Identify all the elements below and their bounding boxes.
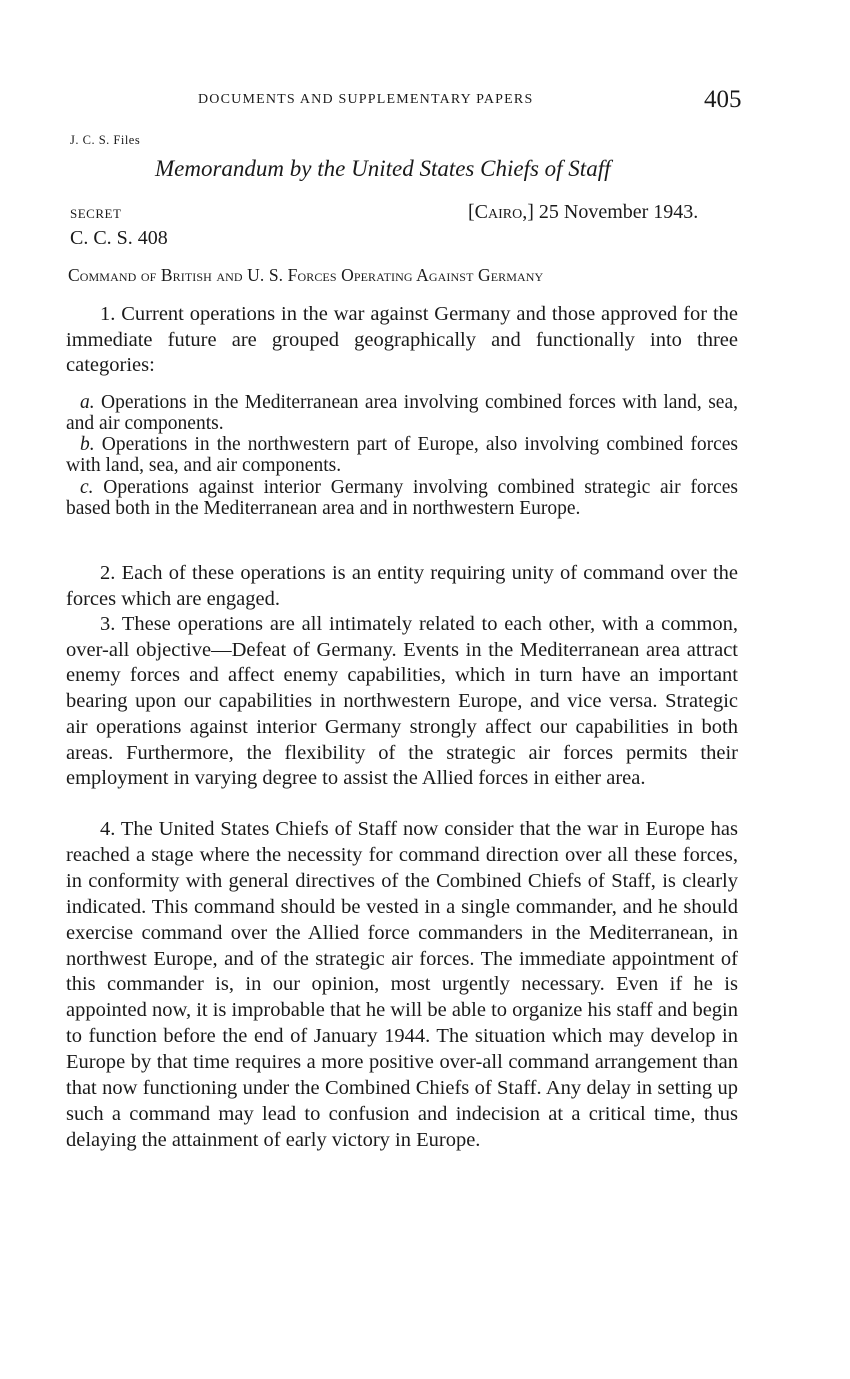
document-number: C. C. S. 408 bbox=[70, 227, 168, 249]
memo-title: Memorandum by the United States Chiefs of Staff bbox=[155, 156, 611, 181]
subject-heading: Command of British and U. S. Forces Operating Against Germany bbox=[68, 265, 544, 285]
date: 25 November 1943. bbox=[538, 201, 699, 223]
sub-item-c-text: Operations against interior Germany involving combined strategic air forces based both in the Mediterranean area and in northwestern Europe. bbox=[66, 477, 738, 519]
place-date-line bbox=[468, 201, 698, 224]
file-reference: J. C. S. Files bbox=[70, 133, 141, 147]
paragraph-3: 3. These operations are all intimately related to each other, with a common, over-all objective—Defeat of Germany. Events in the Mediterranean area attract enemy forces and affect enemy capabilities, which in turn have an important bearing upon our capabilities in northwestern Europe, and vice versa. Strategic air operations against interior Germany strongly affect our capabilities in both areas. Furthermore, the flexibility of the strategic air forces permits their employment in varying degree to assist the Allied forces in either area. bbox=[66, 613, 738, 790]
running-head: DOCUMENTS AND SUPPLEMENTARY PAPERS bbox=[198, 92, 534, 107]
place: [Cairo,] bbox=[468, 201, 534, 223]
paragraph-4: 4. The United States Chiefs of Staff now consider that the war in Europe has reached a stage where the necessity for command direction over all these forces, in conformity with general directives of the Combined Chiefs of Staff, is clearly indicated. This command should be vested in a single commander, and he should exercise command over the Allied force commanders in the Mediterranean, in northwest Europe, and of the strategic air forces. The immediate appointment of this commander is, in our opinion, most urgently necessary. Even if he is appointed now, it is improbable that he will be able to organize his staff and begin to function before the end of January 1944. The situation which may develop in Europe by that time requires a more positive over-all command arrangement than that now functioning under the Combined Chiefs of Staff. Any delay in setting up such a command may lead to confusion and indecision at a critical time, thus delaying the attainment of early victory in Europe. bbox=[66, 818, 738, 1151]
sub-item-a-text: Operations in the Mediterranean area involving combined forces with land, sea, and air components. bbox=[66, 392, 738, 434]
sub-item-c-letter: c. bbox=[80, 477, 94, 498]
sub-item-b bbox=[66, 434, 738, 476]
sub-item-b-text: Operations in the northwestern part of Europe, also involving combined forces with land, sea, and air components. bbox=[66, 434, 738, 476]
sub-item-c bbox=[66, 477, 738, 519]
paragraph-2: 2. Each of these operations is an entity requiring unity of command over the forces which are engaged. bbox=[66, 562, 738, 610]
sub-item-b-letter: b. bbox=[80, 434, 95, 455]
sub-item-a bbox=[66, 392, 738, 434]
page-number: 405 bbox=[704, 86, 742, 113]
classification-label: SECRET bbox=[70, 206, 122, 221]
paragraph-1: 1. Current operations in the war against Germany and those approved for the immediate future are grouped geographically and functionally into three categories: bbox=[66, 303, 738, 377]
sub-item-a-letter: a. bbox=[80, 392, 95, 413]
